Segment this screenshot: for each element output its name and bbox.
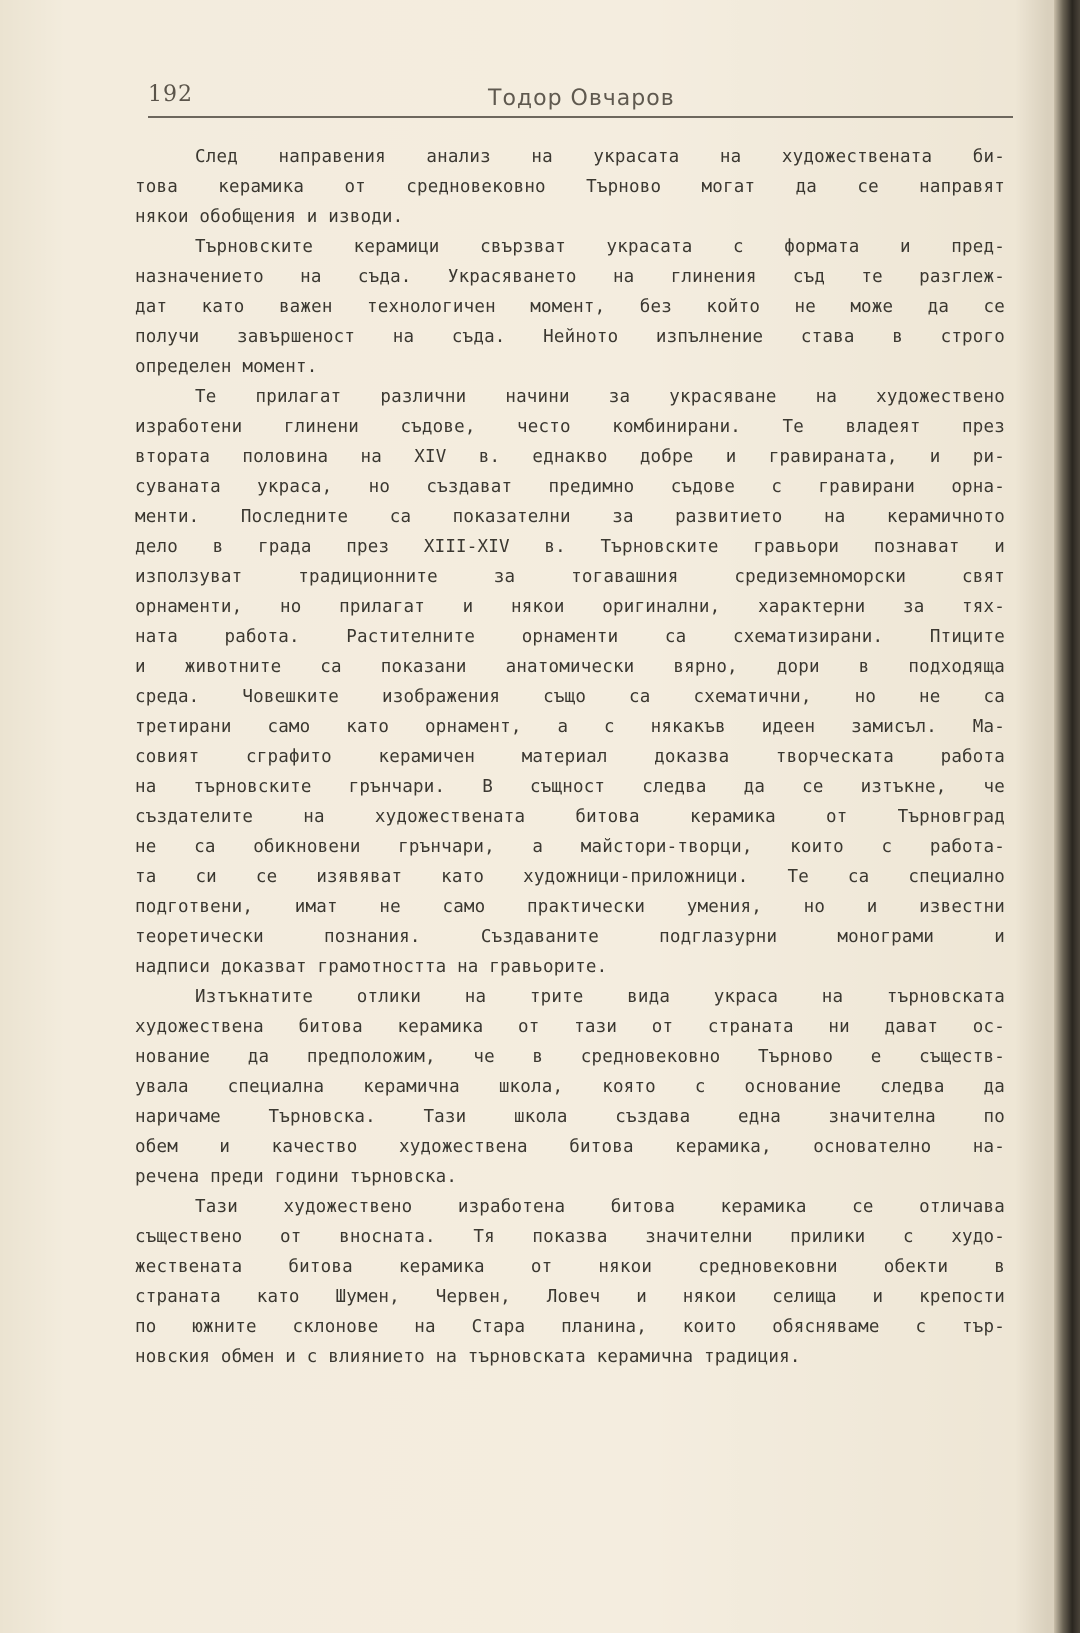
text-line: След направения анализ на украсата на художествената би- xyxy=(195,147,1005,167)
text-line: не са обикновени грънчари, а майстори-творци, които с работа- xyxy=(135,837,1005,857)
text-line: това керамика от средновековно Търново могат да се направят xyxy=(135,177,1005,197)
paragraph-2 xyxy=(135,232,1005,382)
text-line: речена преди години търновска. xyxy=(135,1167,458,1187)
text-line: изработени глинени съдове, често комбинирани. Те владеят през xyxy=(135,417,1005,437)
body-text xyxy=(135,142,1005,1372)
paragraph-3 xyxy=(135,382,1005,982)
text-line: новския обмен и с влиянието на търновската керамична традиция. xyxy=(135,1347,801,1367)
page-number: 192 xyxy=(148,82,193,107)
text-line: суваната украса, но създават предимно съдове с гравирани орна- xyxy=(135,477,1005,497)
text-line: среда. Човешките изображения също са схематични, но не са xyxy=(135,687,1005,707)
text-line: подготвени, имат не само практически умения, но и известни xyxy=(135,897,1005,917)
text-line: по южните склонове на Стара планина, които обясняваме с тър- xyxy=(135,1317,1005,1337)
paragraph-1 xyxy=(135,142,1005,232)
text-line: наричаме Търновска. Тази школа създава една значителна по xyxy=(135,1107,1005,1127)
text-line: Търновските керамици свързват украсата с формата и пред- xyxy=(195,237,1005,257)
text-line: определен момент. xyxy=(135,357,318,377)
text-line: обем и качество художествена битова керамика, основателно на- xyxy=(135,1137,1005,1157)
text-line: създателите на художествената битова керамика от Търновград xyxy=(135,807,1005,827)
text-line: получи завършеност на съда. Нейното изпълнение става в строго xyxy=(135,327,1005,347)
text-line: страната като Шумен, Червен, Ловеч и някои селища и крепости xyxy=(135,1287,1005,1307)
text-line: менти. Последните са показателни за развитието на керамичното xyxy=(135,507,1005,527)
running-title: Тодор Овчаров xyxy=(488,86,675,111)
text-line: художествена битова керамика от тази от страната ни дават ос- xyxy=(135,1017,1005,1037)
text-line: теоретически познания. Създаваните подглазурни монограми и xyxy=(135,927,1005,947)
text-line: та си се изявяват като художници-приложници. Те са специално xyxy=(135,867,1005,887)
text-line: совият сграфито керамичен материал доказва творческата работа xyxy=(135,747,1005,767)
text-line: дат като важен технологичен момент, без който не може да се xyxy=(135,297,1005,317)
paragraph-5 xyxy=(135,1192,1005,1372)
text-line: назначението на съда. Украсяването на глинения съд те разглеж- xyxy=(135,267,1005,287)
text-line: орнаменти, но прилагат и някои оригинални, характерни за тях- xyxy=(135,597,1005,617)
text-line: увала специална керамична школа, която с основание следва да xyxy=(135,1077,1005,1097)
text-line: жествената битова керамика от някои средновековни обекти в xyxy=(135,1257,1005,1277)
text-line: на търновските грънчари. В същност следва да се изтъкне, че xyxy=(135,777,1005,797)
text-line: и животните са показани анатомически вярно, дори в подходяща xyxy=(135,657,1005,677)
text-line: Тази художествено изработена битова керамика се отличава xyxy=(195,1197,1005,1217)
text-line: дело в града през XIII-XIV в. Търновските гравьори познават и xyxy=(135,537,1005,557)
header-rule xyxy=(148,116,1013,118)
paragraph-4 xyxy=(135,982,1005,1192)
text-line: надписи доказват грамотността на гравьорите. xyxy=(135,957,608,977)
text-line: съществено от вносната. Тя показва значителни прилики с худо- xyxy=(135,1227,1005,1247)
text-line: използуват традиционните за тогавашния средиземноморски свят xyxy=(135,567,1005,587)
page-edge-shadow xyxy=(1054,0,1080,1633)
text-line: ната работа. Растителните орнаменти са схематизирани. Птиците xyxy=(135,627,1005,647)
text-line: третирани само като орнамент, а с някакъв идеен замисъл. Ма- xyxy=(135,717,1005,737)
text-line: Изтъкнатите отлики на трите вида украса на търновската xyxy=(195,987,1005,1007)
text-line: втората половина на XIV в. еднакво добре и гравираната, и ри- xyxy=(135,447,1005,467)
page-header xyxy=(148,82,1013,120)
text-line: Те прилагат различни начини за украсяване на художествено xyxy=(195,387,1005,407)
text-line: някои обобщения и изводи. xyxy=(135,207,404,227)
text-line: нование да предположим, че в средновековно Търново е съществ- xyxy=(135,1047,1005,1067)
